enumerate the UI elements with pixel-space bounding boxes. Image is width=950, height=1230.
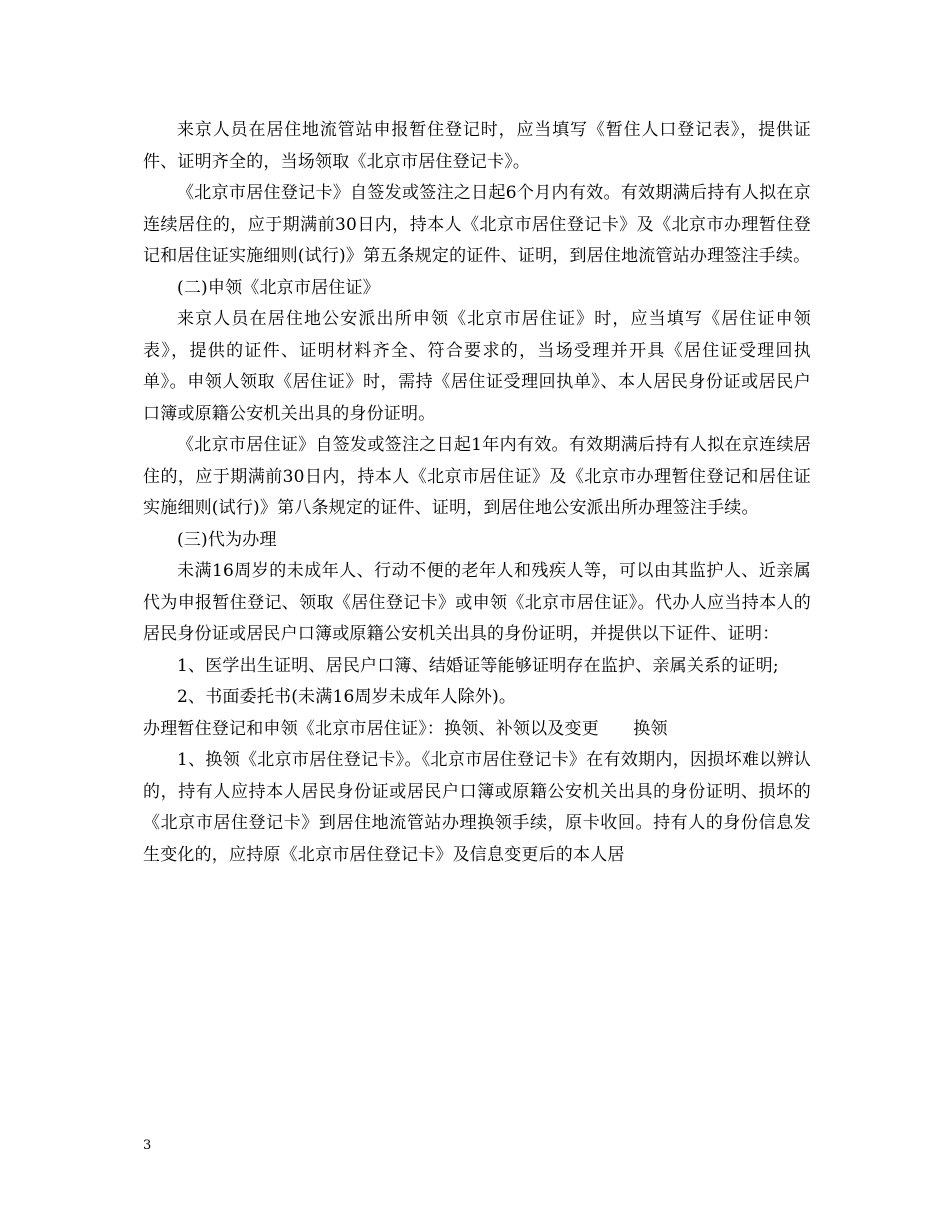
section-heading: (三)代为办理 (177, 529, 277, 550)
body-text (143, 115, 811, 871)
paragraph: 《北京市居住证》自签发或签注之日起1年内有效。有效期满后持有人拟在京连续居住的，应于期满前30日内，持本人《北京市居住证》及《北京市办理暂住登记和居住证实施细则(试行)》第八条规定的证件、证明，到居住地公安派出所办理签注手续。 (143, 435, 811, 518)
paragraph: 《北京市居住登记卡》自签发或签注之日起6个月内有效。有效期满后持有人拟在京连续居住的，应于期满前30日内，持本人《北京市居住登记卡》及《北京市办理暂住登记和居住证实施细则(试行)》第五条规定的证件、证明，到居住地流管站办理签注手续。 (143, 183, 811, 266)
paragraph: 未满16周岁的未成年人、行动不便的老年人和残疾人等，可以由其监护人、近亲属代为申报暂住登记、领取《居住登记卡》或申领《北京市居住证》。代办人应当持本人的居民身份证或居民户口簿或原籍公安机关出具的身份证明，并提供以下证件、证明： (143, 561, 811, 644)
section-heading: 办理暂住登记和申领《北京市居住证》：换领、补领以及变更 换领 (143, 718, 668, 739)
paragraph: 来京人员在居住地流管站申报暂住登记时，应当填写《暂住人口登记表》，提供证件、证明齐全的，当场领取《北京市居住登记卡》。 (143, 120, 811, 172)
paragraph: 来京人员在居住地公安派出所申领《北京市居住证》时，应当填写《居住证申领表》，提供的证件、证明材料齐全、符合要求的，当场受理并开具《居住证受理回执单》。申领人领取《居住证》时，需持《居住证受理回执单》、本人居民身份证或居民户口簿或原籍公安机关出具的身份证明。 (143, 309, 811, 424)
section-heading: (二)申领《北京市居住证》 (177, 277, 380, 298)
list-item: 1、医学出生证明、居民户口簿、结婚证等能够证明存在监护、亲属关系的证明; (177, 655, 779, 676)
paragraph: 1、换领《北京市居住登记卡》。《北京市居住登记卡》在有效期内，因损坏难以辨认的，持有人应持本人居民身份证或居民户口簿或原籍公安机关出具的身份证明、损坏的《北京市居住登记卡》到居住地流管站办理换领手续，原卡收回。持有人的身份信息发生变化的，应持原《北京市居住登记卡》及信息变更后的本人居 (143, 750, 811, 865)
page-number: 3 (143, 1138, 152, 1153)
list-item: 2、书面委托书(未满16周岁未成年人除外)。 (177, 687, 517, 707)
